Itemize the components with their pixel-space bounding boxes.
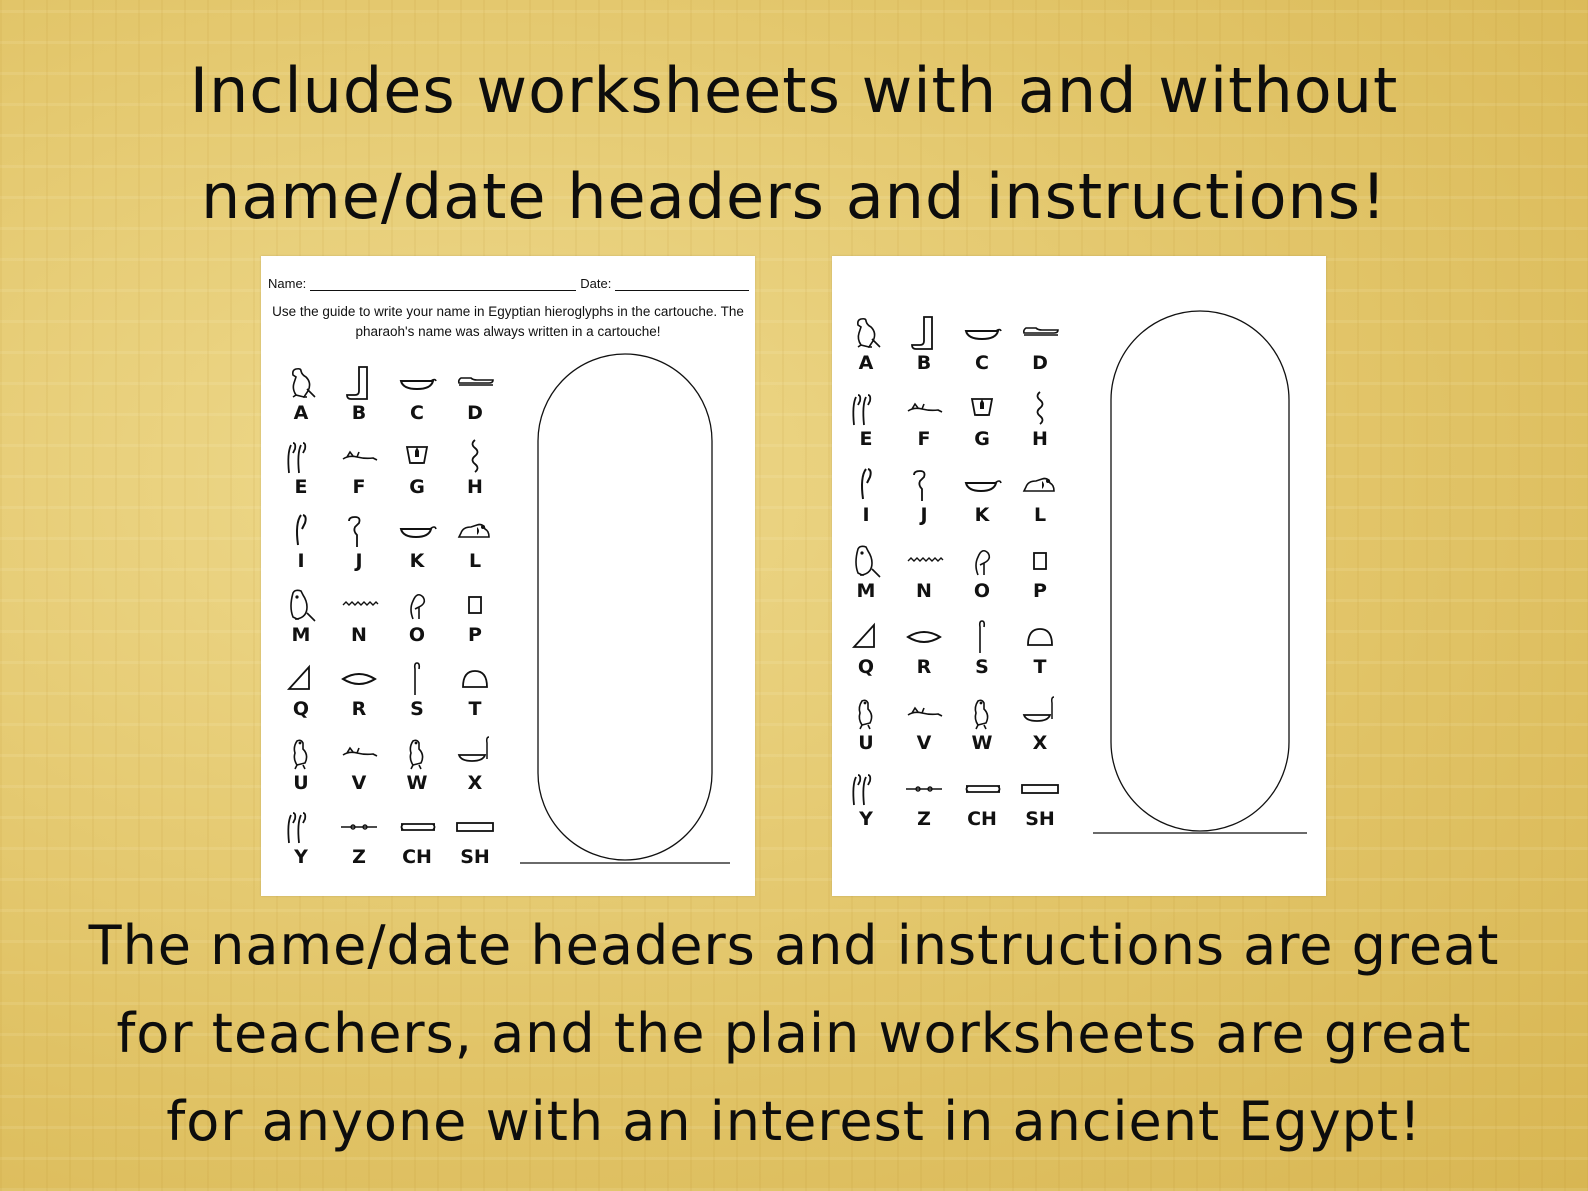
pool-icon bbox=[1020, 769, 1060, 807]
glyph-card bbox=[1011, 617, 1069, 693]
glyph-letter: H bbox=[467, 476, 483, 498]
glyph-letter: Z bbox=[352, 846, 366, 868]
glyph-letter: Y bbox=[294, 846, 308, 868]
glyph-card bbox=[953, 769, 1011, 845]
stool-icon bbox=[1020, 541, 1060, 579]
mouth-icon bbox=[904, 617, 944, 655]
glyph-card bbox=[837, 769, 895, 845]
double-reed-icon bbox=[281, 437, 321, 475]
glyph-letter: S bbox=[410, 698, 424, 720]
folded-cloth-icon bbox=[962, 617, 1002, 655]
glyph-card bbox=[895, 769, 953, 845]
glyph-letter: R bbox=[916, 656, 932, 678]
glyph-card bbox=[895, 313, 953, 389]
glyph-card bbox=[895, 617, 953, 693]
glyph-letter: Y bbox=[859, 808, 873, 830]
vulture-icon bbox=[846, 313, 886, 351]
name-line bbox=[310, 278, 576, 291]
hand-icon bbox=[1020, 313, 1060, 351]
glyph-card bbox=[446, 585, 504, 659]
foot-icon bbox=[904, 313, 944, 351]
foot-icon bbox=[339, 363, 379, 401]
bottom-text-line-2: for teachers, and the plain worksheets are great bbox=[116, 1002, 1472, 1065]
glyph-letter: E bbox=[859, 428, 873, 450]
glyph-card bbox=[837, 389, 895, 465]
bottom-text-line-3: for anyone with an interest in ancient Egypt! bbox=[166, 1090, 1422, 1153]
glyph-letter: B bbox=[916, 352, 932, 374]
glyph-card bbox=[272, 363, 330, 437]
glyph-letter: P bbox=[1033, 580, 1047, 602]
bread-icon bbox=[455, 659, 495, 697]
top-title-line-2: name/date headers and instructions! bbox=[201, 160, 1387, 233]
glyph-letter: D bbox=[1032, 352, 1048, 374]
date-line bbox=[615, 278, 749, 291]
tethering-rope-icon bbox=[962, 769, 1002, 807]
cartouche bbox=[519, 353, 733, 869]
glyph-letter: B bbox=[351, 402, 367, 424]
basket-icon bbox=[962, 313, 1002, 351]
glyph-letter: M bbox=[856, 580, 876, 602]
glyph-card bbox=[895, 541, 953, 617]
glyph-card bbox=[330, 437, 388, 511]
cartouche bbox=[1092, 310, 1308, 836]
glyph-letter: R bbox=[351, 698, 367, 720]
glyph-letter: H bbox=[1032, 428, 1048, 450]
cobra-icon bbox=[339, 511, 379, 549]
glyph-letter: O bbox=[408, 624, 426, 646]
owl-icon bbox=[846, 541, 886, 579]
glyph-card bbox=[272, 807, 330, 881]
glyph-card bbox=[953, 313, 1011, 389]
glyph-letter: L bbox=[1033, 504, 1047, 526]
glyph-card bbox=[1011, 313, 1069, 389]
glyph-letter: J bbox=[920, 504, 928, 526]
hill-icon bbox=[846, 617, 886, 655]
glyph-letter: K bbox=[409, 550, 425, 572]
glyph-letter: N bbox=[916, 580, 932, 602]
basket-cloth-icon bbox=[455, 733, 495, 771]
glyph-card bbox=[272, 437, 330, 511]
glyph-card bbox=[330, 585, 388, 659]
glyph-letter: M bbox=[291, 624, 311, 646]
glyph-card bbox=[388, 733, 446, 807]
glyph-letter: V bbox=[351, 772, 367, 794]
horned-viper-icon bbox=[904, 693, 944, 731]
glyph-letter: SH bbox=[460, 846, 490, 868]
glyph-letter: CH bbox=[402, 846, 432, 868]
quail-chick-icon bbox=[846, 693, 886, 731]
glyph-letter: O bbox=[973, 580, 991, 602]
twisted-flax-icon bbox=[455, 437, 495, 475]
name-label: Name: bbox=[268, 276, 307, 291]
hand-icon bbox=[455, 363, 495, 401]
basket-handle-icon bbox=[397, 511, 437, 549]
glyph-letter: L bbox=[468, 550, 482, 572]
glyph-card bbox=[1011, 769, 1069, 845]
mouth-icon bbox=[339, 659, 379, 697]
glyph-card bbox=[388, 363, 446, 437]
quail-chick-icon bbox=[281, 733, 321, 771]
horned-viper-icon bbox=[339, 437, 379, 475]
glyph-letter: I bbox=[862, 504, 870, 526]
top-title-line-1: Includes worksheets with and without bbox=[189, 54, 1399, 127]
glyph-card bbox=[272, 585, 330, 659]
glyph-card bbox=[446, 437, 504, 511]
folded-cloth-icon bbox=[397, 659, 437, 697]
bottom-text bbox=[0, 902, 1588, 1166]
glyph-card bbox=[1011, 693, 1069, 769]
glyph-card bbox=[388, 511, 446, 585]
glyph-card bbox=[388, 807, 446, 881]
glyph-letter: U bbox=[293, 772, 309, 794]
alphabet-guide bbox=[837, 313, 1069, 845]
glyph-card bbox=[272, 659, 330, 733]
basket-handle-icon bbox=[962, 465, 1002, 503]
glyph-card bbox=[1011, 389, 1069, 465]
glyph-letter: T bbox=[468, 698, 482, 720]
double-reed-icon bbox=[846, 769, 886, 807]
jar-stand-icon bbox=[962, 389, 1002, 427]
water-icon bbox=[904, 541, 944, 579]
glyph-letter: CH bbox=[967, 808, 997, 830]
glyph-card bbox=[1011, 465, 1069, 541]
glyph-card bbox=[330, 733, 388, 807]
glyph-letter: J bbox=[355, 550, 363, 572]
water-icon bbox=[339, 585, 379, 623]
glyph-letter: A bbox=[293, 402, 309, 424]
basket-cloth-icon bbox=[1020, 693, 1060, 731]
lasso-icon bbox=[962, 541, 1002, 579]
horned-viper-icon bbox=[904, 389, 944, 427]
lion-icon bbox=[455, 511, 495, 549]
glyph-letter: F bbox=[917, 428, 931, 450]
glyph-letter: X bbox=[467, 772, 483, 794]
pool-icon bbox=[455, 807, 495, 845]
glyph-letter: N bbox=[351, 624, 367, 646]
jar-stand-icon bbox=[397, 437, 437, 475]
glyph-card bbox=[895, 693, 953, 769]
glyph-card bbox=[837, 617, 895, 693]
door-bolt-icon bbox=[339, 807, 379, 845]
glyph-card bbox=[446, 511, 504, 585]
glyph-card bbox=[272, 511, 330, 585]
double-reed-icon bbox=[281, 807, 321, 845]
reed-icon bbox=[281, 511, 321, 549]
glyph-card bbox=[953, 617, 1011, 693]
glyph-card bbox=[446, 363, 504, 437]
horned-viper-icon bbox=[339, 733, 379, 771]
glyph-letter: SH bbox=[1025, 808, 1055, 830]
glyph-letter: T bbox=[1033, 656, 1047, 678]
glyph-letter: K bbox=[974, 504, 990, 526]
glyph-letter: Q bbox=[857, 656, 875, 678]
glyph-letter: E bbox=[294, 476, 308, 498]
cobra-icon bbox=[904, 465, 944, 503]
glyph-letter: C bbox=[975, 352, 989, 374]
glyph-letter: G bbox=[974, 428, 990, 450]
glyph-card bbox=[895, 465, 953, 541]
glyph-letter: I bbox=[297, 550, 305, 572]
alphabet-guide bbox=[272, 363, 504, 881]
worksheet-plain bbox=[832, 256, 1326, 896]
glyph-card bbox=[953, 541, 1011, 617]
glyph-letter: W bbox=[971, 732, 993, 754]
glyph-letter: S bbox=[975, 656, 989, 678]
owl-icon bbox=[281, 585, 321, 623]
glyph-letter: F bbox=[352, 476, 366, 498]
glyph-card bbox=[837, 313, 895, 389]
name-date-header bbox=[268, 276, 749, 291]
glyph-card bbox=[1011, 541, 1069, 617]
glyph-card bbox=[330, 511, 388, 585]
lasso-icon bbox=[397, 585, 437, 623]
glyph-card bbox=[388, 437, 446, 511]
double-reed-icon bbox=[846, 389, 886, 427]
glyph-letter: Q bbox=[292, 698, 310, 720]
lion-icon bbox=[1020, 465, 1060, 503]
glyph-card bbox=[837, 465, 895, 541]
reed-icon bbox=[846, 465, 886, 503]
tethering-rope-icon bbox=[397, 807, 437, 845]
glyph-card bbox=[837, 541, 895, 617]
glyph-letter: V bbox=[916, 732, 932, 754]
glyph-card bbox=[330, 659, 388, 733]
glyph-letter: U bbox=[858, 732, 874, 754]
glyph-card bbox=[446, 807, 504, 881]
glyph-card bbox=[953, 389, 1011, 465]
stool-icon bbox=[455, 585, 495, 623]
glyph-card bbox=[388, 659, 446, 733]
glyph-card bbox=[446, 659, 504, 733]
glyph-letter: A bbox=[858, 352, 874, 374]
glyph-card bbox=[446, 733, 504, 807]
instructions-text: Use the guide to write your name in Egyptian hieroglyphs in the cartouche. The pharaoh's name was always written in a cartouche! bbox=[272, 304, 744, 339]
glyph-card bbox=[330, 807, 388, 881]
bottom-text-line-1: The name/date headers and instructions are great bbox=[88, 914, 1500, 977]
basket-icon bbox=[397, 363, 437, 401]
glyph-card bbox=[837, 693, 895, 769]
glyph-letter: X bbox=[1032, 732, 1048, 754]
twisted-flax-icon bbox=[1020, 389, 1060, 427]
bread-icon bbox=[1020, 617, 1060, 655]
glyph-card bbox=[388, 585, 446, 659]
top-title bbox=[0, 38, 1588, 250]
worksheet-with-header bbox=[261, 256, 755, 896]
glyph-letter: G bbox=[409, 476, 425, 498]
glyph-letter: W bbox=[406, 772, 428, 794]
date-label: Date: bbox=[580, 276, 612, 291]
glyph-card bbox=[272, 733, 330, 807]
glyph-letter: P bbox=[468, 624, 482, 646]
glyph-letter: C bbox=[410, 402, 424, 424]
glyph-card bbox=[895, 389, 953, 465]
glyph-letter: Z bbox=[917, 808, 931, 830]
quail-chick-icon bbox=[962, 693, 1002, 731]
glyph-letter: D bbox=[467, 402, 483, 424]
hill-icon bbox=[281, 659, 321, 697]
quail-chick-icon bbox=[397, 733, 437, 771]
glyph-card bbox=[953, 693, 1011, 769]
glyph-card bbox=[953, 465, 1011, 541]
glyph-card bbox=[330, 363, 388, 437]
door-bolt-icon bbox=[904, 769, 944, 807]
vulture-icon bbox=[281, 363, 321, 401]
